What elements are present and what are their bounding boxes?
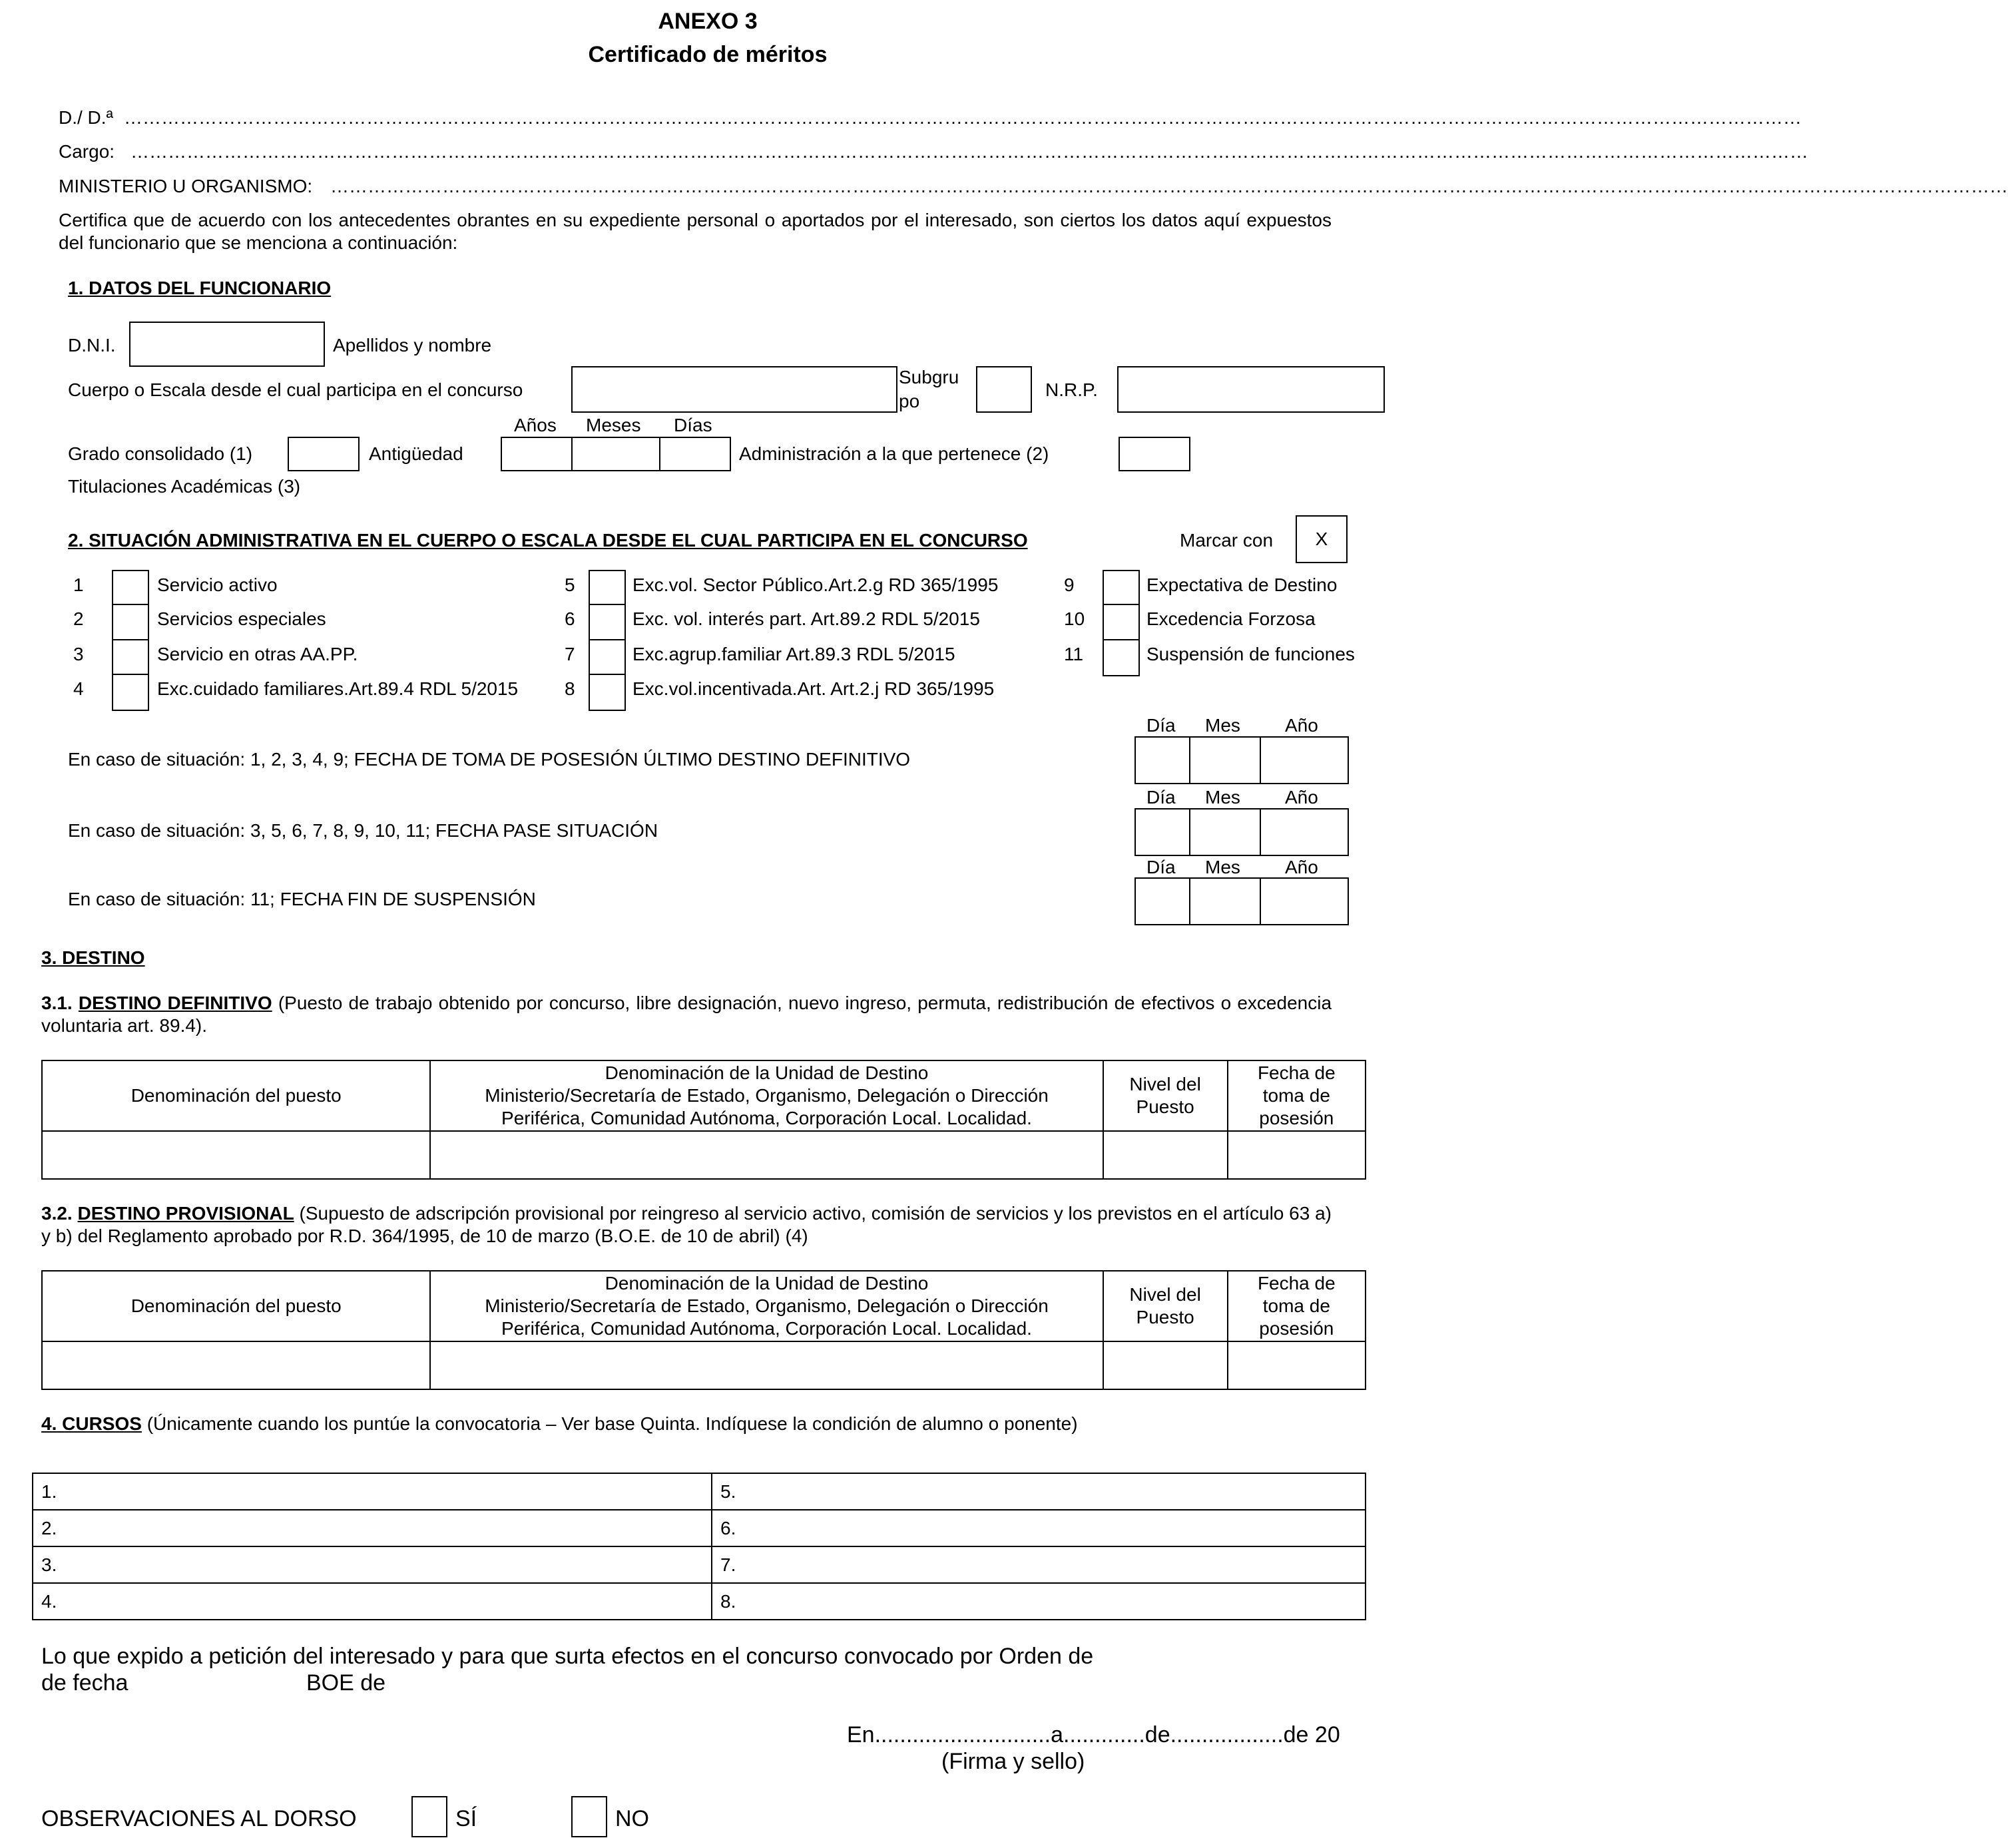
destino-definitivo-text (41, 992, 1332, 1037)
situation-label: Exc.agrup.familiar Art.89.3 RDL 5/2015 (632, 644, 955, 664)
col-unidad-destino (430, 1060, 1103, 1131)
col2-line1: Denominación de la Unidad de Destino (605, 1273, 929, 1293)
situation-checkbox-11[interactable] (1103, 639, 1140, 676)
marcar-x-sample (1296, 515, 1348, 563)
section2-title: 2. SITUACIÓN ADMINISTRATIVA EN EL CUERPO O ESCALA DESDE EL CUAL PARTICIPA EN EL CONCURSO (68, 530, 1028, 551)
cargo-dotted-line[interactable]: ……………………………………………………………………………………………………………………………………………………………………………………………………………………………………………… (130, 141, 1808, 162)
col1-text: Denominación del puesto (130, 1085, 342, 1106)
situation-number: 6 (565, 608, 575, 629)
marcar-con-label: Marcar con (1180, 530, 1274, 551)
fecha1-dia-field[interactable] (1134, 736, 1190, 784)
col2-line3: Periférica, Comunidad Autónoma, Corporación Local. Localidad. (501, 1318, 1032, 1339)
col-nivel-puesto (1103, 1060, 1228, 1131)
de-fecha-label: de fecha (41, 1670, 128, 1696)
col3-line2: Puesto (1136, 1307, 1194, 1327)
curso-3[interactable]: 3. (33, 1546, 712, 1583)
col2-line2: Ministerio/Secretaría de Estado, Organismo, Delegación o Dirección (485, 1085, 1049, 1106)
subgrupo-label-2: po (899, 391, 920, 411)
col2-line2: Ministerio/Secretaría de Estado, Organismo, Delegación o Dirección (485, 1295, 1049, 1316)
col4-line3: posesión (1259, 1108, 1334, 1128)
d1-text: (Puesto de trabajo obtenido por concurso, libre designación, nuevo ingreso, permuta, redistribución de efectivos o excedencia voluntaria art. 89.4). (41, 993, 1332, 1036)
cursos-table (32, 1473, 1366, 1620)
situation-checkbox-8[interactable] (589, 674, 626, 711)
col3-line2: Puesto (1136, 1096, 1194, 1117)
curso-8[interactable]: 8. (712, 1583, 1366, 1620)
administracion-label: Administración a la que pertenece (2) (739, 443, 1049, 464)
col3-line1: Nivel del (1129, 1284, 1201, 1305)
situation-label: Servicio activo (157, 575, 278, 595)
situation-label: Expectativa de Destino (1146, 575, 1338, 595)
dd-label: D./ D.ª (59, 107, 113, 128)
situation-number: 3 (73, 644, 84, 664)
situation-number: 5 (565, 575, 575, 595)
situation-checkbox-4[interactable] (112, 674, 149, 711)
col4-line3: posesión (1259, 1318, 1334, 1339)
marcar-x-label: X (1315, 529, 1328, 549)
col1-text: Denominación del puesto (130, 1295, 342, 1316)
fecha2-dia-field[interactable] (1134, 808, 1190, 856)
titulaciones-label: Titulaciones Académicas (3) (68, 476, 301, 497)
col-denominacion-puesto (42, 1060, 430, 1131)
section1-title: 1. DATOS DEL FUNCIONARIO (68, 278, 332, 298)
section4-title: 4. CURSOS (41, 1413, 142, 1434)
meses-label: Meses (586, 415, 641, 435)
antiguedad-dias-field[interactable] (659, 437, 731, 471)
fecha3-mes-field[interactable] (1189, 877, 1261, 925)
dni-label: D.N.I. (68, 335, 116, 355)
fecha2-mes-field[interactable] (1189, 808, 1261, 856)
situation-number: 2 (73, 608, 84, 629)
fecha2-ano-label: Año (1285, 787, 1318, 808)
section4-text: (Únicamente cuando los puntúe la convocatoria – Ver base Quinta. Indíquese la condición de alumno o ponente) (146, 1413, 1078, 1434)
grado-field[interactable] (288, 437, 360, 471)
cell-puesto-definitivo[interactable] (42, 1131, 430, 1179)
si-label: SÍ (455, 1806, 477, 1831)
observaciones-si-checkbox[interactable] (411, 1796, 447, 1837)
situation-checkbox-2[interactable] (112, 604, 149, 641)
cuerpo-field[interactable] (571, 366, 897, 413)
situation-number: 10 (1064, 608, 1085, 629)
nrp-label: N.R.P. (1045, 379, 1098, 400)
d1-title: DESTINO DEFINITIVO (78, 993, 272, 1013)
col2-line3: Periférica, Comunidad Autónoma, Corporación Local. Localidad. (501, 1108, 1032, 1128)
dd-dotted-line[interactable]: ……………………………………………………………………………………………………………………………………………………………………………………………………………………………………………… (124, 107, 1802, 128)
situation-checkbox-7[interactable] (589, 639, 626, 676)
col2-line1: Denominación de la Unidad de Destino (605, 1062, 929, 1083)
col-denominacion-puesto (42, 1271, 430, 1341)
antiguedad-meses-field[interactable] (571, 437, 660, 471)
cell-unidad-definitivo[interactable] (430, 1131, 1103, 1179)
fecha1-ano-label: Año (1285, 715, 1318, 736)
dias-label: Días (674, 415, 712, 435)
situation-label: Exc.vol.incentivada.Art. Art.2.j RD 365/1995 (632, 678, 995, 699)
col4-line1: Fecha de (1257, 1062, 1336, 1083)
situation-checkbox-9[interactable] (1103, 570, 1140, 607)
grado-label: Grado consolidado (1) (68, 443, 253, 464)
cell-unidad-provisional[interactable] (430, 1341, 1103, 1389)
situation-label: Excedencia Forzosa (1146, 608, 1316, 629)
fecha2-mes-label: Mes (1205, 787, 1240, 808)
firma-sello-label: (Firma y sello) (941, 1749, 1085, 1774)
curso-2[interactable]: 2. (33, 1510, 712, 1546)
annex-title: ANEXO 3 (658, 9, 758, 34)
administracion-field[interactable] (1119, 437, 1190, 471)
boe-de-label: BOE de (306, 1670, 386, 1696)
observaciones-no-checkbox[interactable] (571, 1796, 607, 1837)
document-title: Certificado de méritos (588, 42, 828, 67)
fecha1-label: En caso de situación: 1, 2, 3, 4, 9; FECHA DE TOMA DE POSESIÓN ÚLTIMO DESTINO DEFINITIVO (68, 749, 911, 770)
situation-label: Exc.cuidado familiares.Art.89.4 RDL 5/2015 (157, 678, 519, 699)
situation-checkbox-3[interactable] (112, 639, 149, 676)
cell-fecha-definitivo[interactable] (1228, 1131, 1366, 1179)
curso-4[interactable]: 4. (33, 1583, 712, 1620)
situation-label: Exc.vol. Sector Público.Art.2.g RD 365/1995 (632, 575, 999, 595)
no-label: NO (615, 1806, 649, 1831)
fecha2-ano-field[interactable] (1260, 808, 1349, 856)
situation-label: Suspensión de funciones (1146, 644, 1355, 664)
observaciones-label: OBSERVACIONES AL DORSO (41, 1806, 357, 1831)
nrp-field[interactable] (1117, 366, 1385, 413)
situation-number: 1 (73, 575, 84, 595)
col-nivel-puesto (1103, 1271, 1228, 1341)
fecha1-mes-label: Mes (1205, 715, 1240, 736)
destino-provisional-table (41, 1270, 1366, 1390)
situation-checkbox-10[interactable] (1103, 604, 1140, 641)
cell-nivel-definitivo[interactable] (1103, 1131, 1228, 1179)
cell-fecha-provisional[interactable] (1228, 1341, 1366, 1389)
ministerio-label: MINISTERIO U ORGANISMO: (59, 176, 313, 196)
d1-num: 3.1. (41, 993, 73, 1013)
situation-label: Servicios especiales (157, 608, 326, 629)
section3-title: 3. DESTINO (41, 947, 145, 968)
subgrupo-field[interactable] (976, 366, 1032, 413)
fecha1-ano-field[interactable] (1260, 736, 1349, 784)
antiguedad-anos-field[interactable] (501, 437, 573, 471)
situation-number: 7 (565, 644, 575, 664)
curso-7[interactable]: 7. (712, 1546, 1366, 1583)
fecha3-ano-label: Año (1285, 857, 1318, 877)
ministerio-dotted-line[interactable]: ……………………………………………………………………………………………………………………………………………………………………………………………………………………………………………… (330, 176, 2008, 196)
cargo-label: Cargo: (59, 141, 115, 162)
situation-label: Servicio en otras AA.PP. (157, 644, 358, 664)
situation-checkbox-1[interactable] (112, 570, 149, 607)
cell-nivel-provisional[interactable] (1103, 1341, 1228, 1389)
certifica-text: Certifica que de acuerdo con los antecedentes obrantes en su expediente personal o aportados por el interesado, son ciertos los datos aquí expuestos del funcionario que se menciona a continuación: (59, 210, 1332, 253)
col-unidad-destino (430, 1271, 1103, 1341)
col3-line1: Nivel del (1129, 1074, 1201, 1094)
anos-label: Años (514, 415, 557, 435)
cuerpo-label: Cuerpo o Escala desde el cual participa en el concurso (68, 379, 523, 400)
fecha3-dia-label: Día (1146, 857, 1176, 877)
fecha1-mes-field[interactable] (1189, 736, 1261, 784)
fecha3-dia-field[interactable] (1134, 877, 1190, 925)
situation-number: 8 (565, 678, 575, 699)
d2-num: 3.2. (41, 1203, 73, 1224)
curso-5[interactable]: 5. (712, 1473, 1366, 1510)
d2-title: DESTINO PROVISIONAL (77, 1203, 294, 1224)
situation-checkbox-6[interactable] (589, 604, 626, 641)
col-fecha-toma (1228, 1271, 1366, 1341)
expido-line1: Lo que expido a petición del interesado y para que surta efectos en el concurso convocado por Orden de (41, 1644, 1094, 1669)
subgrupo-label-1: Subgru (899, 367, 959, 387)
col-fecha-toma (1228, 1060, 1366, 1131)
d2-text: (Supuesto de adscripción provisional por reingreso al servicio activo, comisión de servicios y los previstos en el artículo 63 a) y b) del Reglamento aprobado por R.D. 364/1995, de 10 de marzo (B.O.E. de 10 de abril) (4) (41, 1203, 1332, 1246)
situation-number: 11 (1064, 644, 1084, 664)
curso-6[interactable]: 6. (712, 1510, 1366, 1546)
fecha2-label: En caso de situación: 3, 5, 6, 7, 8, 9, 10, 11; FECHA PASE SITUACIÓN (68, 820, 658, 841)
lugar-fecha-line[interactable]: En............................a.............de..................de 20 (847, 1722, 1340, 1747)
fecha3-ano-field[interactable] (1260, 877, 1349, 925)
destino-provisional-text (41, 1202, 1332, 1248)
fecha1-dia-label: Día (1146, 715, 1176, 736)
col4-line2: toma de (1262, 1085, 1330, 1106)
antiguedad-label: Antigüedad (369, 443, 463, 464)
fecha3-mes-label: Mes (1205, 857, 1240, 877)
situation-number: 4 (73, 678, 84, 699)
apellidos-label: Apellidos y nombre (333, 335, 492, 355)
destino-definitivo-table (41, 1060, 1366, 1180)
cell-puesto-provisional[interactable] (42, 1341, 430, 1389)
fecha3-label: En caso de situación: 11; FECHA FIN DE SUSPENSIÓN (68, 889, 536, 909)
fecha2-dia-label: Día (1146, 787, 1176, 808)
curso-1[interactable]: 1. (33, 1473, 712, 1510)
situation-number: 9 (1064, 575, 1075, 595)
section4-heading (41, 1413, 1078, 1435)
situation-checkbox-5[interactable] (589, 570, 626, 607)
situation-label: Exc. vol. interés part. Art.89.2 RDL 5/2015 (632, 608, 980, 629)
col4-line1: Fecha de (1257, 1273, 1336, 1293)
col4-line2: toma de (1262, 1295, 1330, 1316)
dni-field[interactable] (129, 322, 325, 367)
